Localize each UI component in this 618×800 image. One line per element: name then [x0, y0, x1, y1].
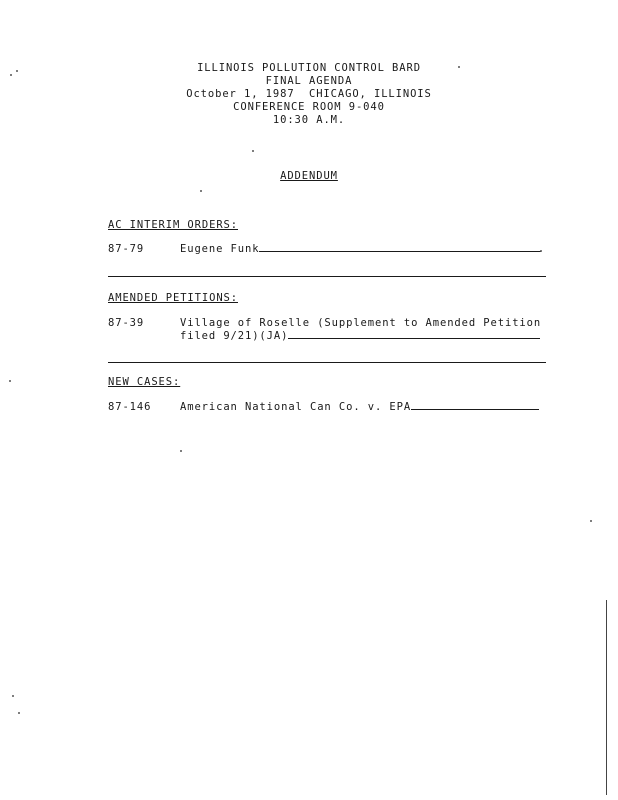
scan-speck	[12, 695, 14, 697]
scan-speck	[10, 74, 12, 76]
meeting-room: CONFERENCE ROOM 9-040	[233, 101, 385, 113]
section-title-new-cases: NEW CASES:	[108, 376, 181, 388]
case-description	[180, 243, 546, 256]
section-title-amended-petitions: AMENDED PETITIONS:	[108, 292, 238, 304]
meeting-date-location: October 1, 1987 CHICAGO, ILLINOIS	[186, 88, 432, 100]
scan-edge-line	[606, 600, 607, 795]
addendum-title: ADDENDUM	[280, 170, 338, 182]
scan-speck	[9, 380, 11, 382]
case-number: 87-39	[108, 317, 145, 329]
case-title-line2: filed 9/21)(JA)	[180, 330, 289, 342]
fill-line	[259, 243, 541, 252]
section-title-ac-interim: AC INTERIM ORDERS:	[108, 219, 238, 231]
scan-speck	[590, 520, 592, 522]
case-title-line1: Village of Roselle (Supplement to Amended Petition	[180, 317, 542, 329]
scan-speck	[18, 712, 20, 714]
board-name: ILLINOIS POLLUTION CONTROL BARD	[197, 62, 421, 74]
meeting-time: 10:30 A.M.	[272, 114, 346, 126]
agenda-header	[0, 62, 618, 127]
scan-speck	[200, 190, 202, 192]
separator-rule	[108, 362, 546, 363]
scan-speck	[180, 450, 182, 452]
scan-speck	[16, 70, 18, 72]
case-number: 87-79	[108, 243, 145, 255]
scan-speck	[458, 66, 460, 68]
case-number: 87-146	[108, 401, 152, 413]
fill-line	[288, 330, 540, 339]
case-description	[180, 317, 546, 343]
fill-line	[411, 401, 539, 410]
separator-rule	[108, 276, 546, 277]
case-title: Eugene Funk	[180, 243, 260, 255]
scan-speck	[540, 250, 542, 252]
case-title: American National Can Co. v. EPA	[180, 401, 412, 413]
agenda-type: FINAL AGENDA	[265, 75, 353, 87]
case-description	[180, 401, 546, 414]
scan-speck	[252, 150, 254, 152]
case-title-line2-wrap	[180, 330, 546, 343]
